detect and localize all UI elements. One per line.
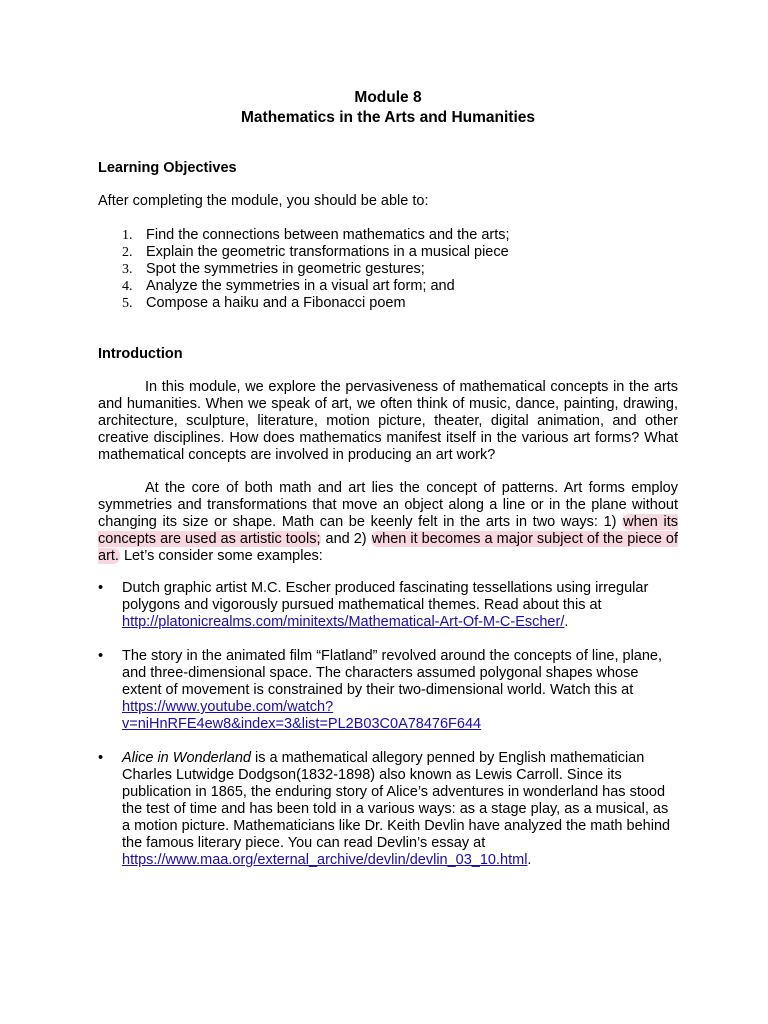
list-item bbox=[98, 244, 658, 261]
introduction-paragraph-2 bbox=[98, 480, 678, 565]
list-number: 5. bbox=[122, 296, 133, 311]
list-item bbox=[98, 227, 658, 244]
list-item bbox=[98, 261, 658, 278]
example-escher bbox=[98, 580, 678, 631]
list-item-text: Explain the geometric transformations in a musical piece bbox=[146, 244, 509, 260]
objectives-intro: After completing the module, you should be able to: bbox=[98, 193, 429, 209]
list-number: 1. bbox=[122, 228, 133, 243]
escher-link[interactable]: http://platonicrealms.com/minitexts/Mathematical-Art-Of-M-C-Escher/ bbox=[122, 614, 565, 630]
introduction-paragraph-1: In this module, we explore the pervasiveness of mathematical concepts in the arts and humanities. When we speak of art, we often think of music, dance, painting, drawing, architecture, sculpture, literature, motion picture, theater, digital animation, and other creative disciplines. How does mathematics manifest itself in the various art forms? What mathematical concepts are involved in producing an art work? bbox=[98, 379, 678, 463]
examples-list bbox=[98, 580, 678, 869]
list-number: 4. bbox=[122, 279, 133, 294]
flatland-link[interactable]: https://www.youtube.com/watch?v=niHnRFE4ew8&index=3&list=PL2B03C0A78476F644 bbox=[122, 699, 482, 732]
list-item-text: Compose a haiku and a Fibonacci poem bbox=[146, 295, 406, 311]
introduction-heading: Introduction bbox=[98, 346, 183, 362]
alice-title: Alice in Wonderland bbox=[122, 750, 251, 766]
module-number: Module 8 bbox=[354, 89, 422, 106]
objectives-list bbox=[98, 227, 658, 312]
example-text: Dutch graphic artist M.C. Escher produced fascinating tessellations using irregular polygons and vigorously pursued mathematical themes. Read about this at bbox=[122, 580, 649, 613]
list-item-text: Find the connections between mathematics and the arts; bbox=[146, 227, 510, 243]
highlight-artistic-tools: when its concepts are used as artistic tools; bbox=[98, 514, 678, 547]
module-subject: Mathematics in the Arts and Humanities bbox=[241, 109, 535, 126]
list-item-text: Analyze the symmetries in a visual art form; and bbox=[146, 278, 455, 294]
example-text-end: . bbox=[564, 614, 569, 630]
learning-objectives-heading: Learning Objectives bbox=[98, 160, 237, 176]
bullet: • bbox=[98, 580, 104, 596]
list-item bbox=[98, 295, 658, 312]
bullet: • bbox=[98, 750, 104, 766]
list-item bbox=[98, 278, 658, 295]
list-number: 2. bbox=[122, 245, 133, 260]
paragraph-text: At the core of both math and art lies the concept of patterns. Art forms employ symmetries and transformations that move an object along a line or in the plane without changing its size or shape. Math can be keenly felt in the arts in two ways: 1) bbox=[98, 480, 678, 530]
paragraph-text: and 2) bbox=[321, 531, 371, 547]
list-item-text: Spot the symmetries in geometric gestures; bbox=[146, 261, 425, 277]
module-title bbox=[0, 88, 768, 128]
paragraph-text: Let’s consider some examples: bbox=[119, 548, 323, 564]
highlight-major-subject: when it becomes a major subject of the piece of art. bbox=[98, 531, 679, 564]
example-text: The story in the animated film “Flatland” revolved around the concepts of line, plane, and three-dimensional space. The characters assumed polygonal shapes whose extent of movement is constrained by their two-dimensional world. Watch this at bbox=[122, 648, 663, 698]
example-flatland bbox=[98, 648, 678, 733]
bullet: • bbox=[98, 648, 104, 664]
example-alice bbox=[98, 750, 678, 869]
example-text: is a mathematical allegory penned by English mathematician Charles Lutwidge Dodgson(1832-1898) also known as Lewis Carroll. Since its publication in 1865, the enduring story of Alice’s adventures in wonderland has stood the test of time and has been told in a various ways: as a stage play, as a musical, as a motion picture. Mathematicians like Dr. Keith Devlin have analyzed the math behind the famous literary piece. You can read Devlin’s essay at bbox=[122, 750, 671, 851]
devlin-essay-link[interactable]: https://www.maa.org/external_archive/devlin/devlin_03_10.html bbox=[122, 852, 528, 868]
list-number: 3. bbox=[122, 262, 133, 277]
example-text-end: . bbox=[527, 852, 532, 868]
